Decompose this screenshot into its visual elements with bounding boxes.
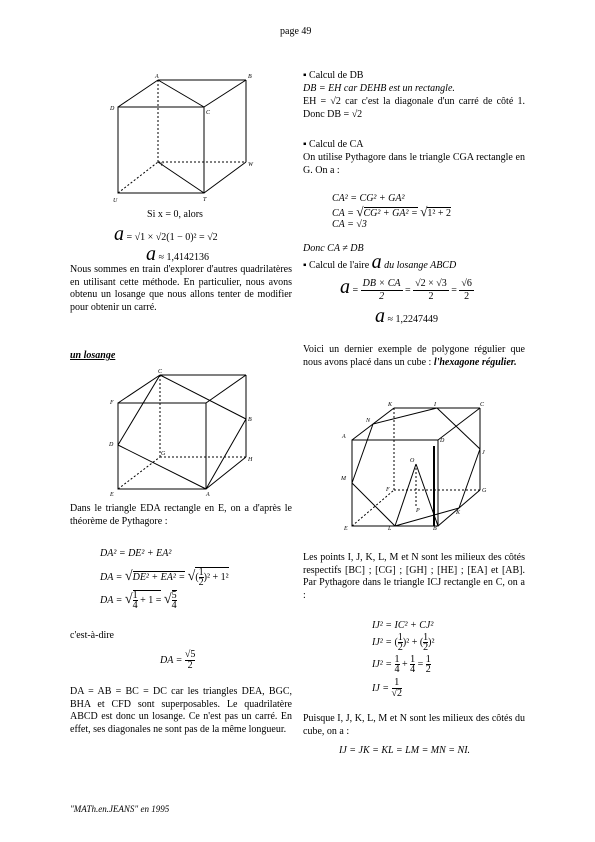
eq-ij2-num: 1 — [397, 632, 403, 643]
eq-da2-tail: ² + 1² — [207, 571, 229, 583]
calc-aire-pre: ▪ Calcul de l'aire — [303, 260, 370, 271]
eq-area-eq: = — [352, 284, 359, 296]
eq-a1-rhs: = √1 × √2(1 − 0)² = √2 — [126, 232, 218, 243]
eq-da4-num: √5 — [184, 649, 196, 660]
cube2-label: H — [248, 457, 253, 463]
eq-ij4 — [372, 678, 402, 699]
cube-figure-1 — [108, 70, 268, 205]
eq-ij4-lhs: IJ = — [372, 682, 390, 694]
eq-area: a = $\frac{DB \times CA}{2}$ = $\frac{√2 \times √3}{2}$ = $\frac{√6}{2}$ — [340, 275, 472, 302]
calc-ca-title: ▪ Calcul de CA — [303, 139, 364, 150]
eq-area2-symbol: a — [375, 305, 385, 327]
eq-ij3-b-num: 1 — [410, 654, 416, 665]
eq-ij2-den-b: 2 — [423, 642, 429, 653]
paragraph-losange-conclusion: DA = AB = BC = DC car les triangles DEA, BGC, BHA et CFD sont superposables. Le quadrilatère ABCD est donc un losange. Ce n'est pas un carré. En effet, ses diagonales ne sont pas de la même longueur. — [70, 686, 292, 735]
eq-ij1: IJ² = IC² + CJ² — [372, 620, 434, 631]
cube3-label: E — [344, 526, 348, 532]
eq-area-f1-den: 2 — [379, 291, 385, 302]
eq-area-f2-den: 2 — [428, 291, 434, 302]
calc-aire-line — [303, 251, 457, 273]
cube2-label: E — [110, 492, 114, 498]
eq-da3-a-den: 4 — [132, 600, 138, 611]
eq-ij2: IJ² = ( $\frac{1}{2}$ )² + ( $\frac{1}{2}$ )² — [372, 632, 435, 653]
eq-a1-symbol: a — [114, 223, 124, 245]
paragraph-puisque: Puisque I, J, K, L, M et N sont les milieux des côtés du cube, on a : — [303, 713, 525, 737]
eq-ca2-rhs: CG² + GA² = — [363, 208, 418, 219]
eq-ij4-den: √2 — [391, 688, 403, 699]
cube1-front-face — [118, 107, 204, 193]
paragraph-triangle-eda: Dans le triangle EDA rectangle en E, on a d'après le théorème de Pythagore : — [70, 503, 292, 527]
cube3-label: P — [416, 508, 420, 514]
eq-da3-b-num: 5 — [171, 590, 177, 601]
eq-area2-rhs: ≈ 1,2247449 — [387, 314, 438, 325]
eq-ij2-num-b: 1 — [423, 632, 429, 643]
eq-area-symbol: a — [340, 275, 350, 298]
cube3-label: L — [388, 526, 392, 532]
eq-ca2-tail: 1² + 2 — [427, 208, 451, 219]
calc-ca-line1: On utilise Pythagore dans le triangle CGA rectangle en G. On a : — [303, 152, 525, 176]
cube1-label: D — [110, 106, 115, 112]
cube3-label: F — [386, 487, 390, 493]
eq-area-f3-num: √6 — [461, 278, 472, 289]
cube1-label: V — [160, 162, 164, 168]
paragraph-hexagone — [303, 344, 525, 369]
eq-da3-mid: + 1 = — [140, 594, 162, 606]
cube-figure-2 — [104, 365, 264, 500]
eq-ca2: CA = √CG² + GA² = √1² + 2 — [332, 204, 451, 219]
eq-da2-lhs: DA = — [100, 571, 123, 583]
page-label: page 49 — [280, 26, 312, 37]
cube3-label: A — [342, 434, 346, 440]
eq-ij3-c-num: 1 — [425, 654, 431, 665]
eq-da2-frac-num: 1 — [198, 567, 204, 578]
cube3-label: K — [388, 402, 393, 408]
cube3-label: C — [480, 402, 485, 408]
eq-ij3-a-num: 1 — [394, 654, 400, 665]
cube-figure-3 — [338, 398, 498, 533]
eq-da2-rhs: DE² + EA² = — [132, 571, 186, 583]
cube3-label: D — [440, 438, 445, 444]
calc-aire-post: du losange ABCD — [384, 260, 457, 271]
eq-ij4-num: 1 — [392, 678, 403, 689]
cube2-label: G — [161, 451, 166, 457]
cube3-label: O — [410, 458, 415, 464]
eq-a2 — [146, 243, 209, 265]
paragraph-explore: Nous sommes en train d'explorer d'autres quadrilatères en utilisant cette méthode. En particulier, nous avons obtenu un losange que nous allons tenter de modifier pour obtenir un carré. — [70, 264, 292, 313]
eq-area-f1-num: DB × CA — [362, 278, 401, 289]
cube1-label: T — [203, 197, 207, 203]
eq-da3-b-den: 4 — [171, 600, 177, 611]
footer-source: "MATh.en.JEANS" en 1995 — [70, 804, 170, 814]
cest-a-dire: c'est-à-dire — [70, 630, 114, 641]
cube1-label: W — [248, 162, 253, 168]
cube3-label: K — [456, 510, 461, 516]
eq-ca2-lhs: CA = — [332, 208, 354, 219]
eq-ij3-lhs: IJ² = — [372, 658, 393, 670]
eq-ij3-c-den: 2 — [425, 664, 431, 675]
heading-losange: un losange — [70, 350, 116, 361]
donc-ca-ne-db: Donc CA ≠ DB — [303, 243, 364, 254]
eq-ij3-b-den: 4 — [410, 664, 416, 675]
cube2-label: A — [206, 492, 210, 498]
cube3-label: I — [434, 402, 436, 408]
eq-final: IJ = JK = KL = LM = MN = NI. — [339, 745, 471, 756]
cube1-label: A — [155, 74, 159, 80]
cube2-label: C — [158, 369, 163, 375]
eq-ij3: IJ² = $\frac{1}{4}$ + $\frac{1}{4}$ = $\frac{1}{2}$ — [372, 654, 431, 675]
cube1-label: B — [248, 74, 252, 80]
eq-a2-rhs: ≈ 1,4142136 — [158, 252, 209, 263]
calc-db-line1: DB = EH car DEHB est un rectangle. — [303, 83, 455, 94]
cube2-label: B — [248, 417, 252, 423]
eq-area-f2-num: √2 × √3 — [415, 278, 447, 289]
cube2-label: F — [110, 400, 114, 406]
cube1-label: U — [113, 198, 118, 204]
eq-da2: DA = √DE² + EA² = √( $\frac{1}{2}$ )² + 1² — [100, 567, 229, 588]
cube3-label: G — [482, 488, 487, 494]
calc-db-line2: EH = √2 car c'est la diagonale d'un carré de côté 1. Donc DB = √2 — [303, 96, 525, 120]
calc-aire-symbol: a — [371, 251, 382, 273]
eq-ca1: CA² = CG² + GA² — [332, 193, 405, 204]
eq-area-f3-den: 2 — [464, 291, 470, 302]
cube3-label: J — [482, 450, 485, 456]
hexagone-bold: l'hexagone régulier. — [433, 356, 517, 368]
paragraph-hexagone-text: Voici un dernier exemple de polygone régulier que nous avons placé dans un cube : — [303, 344, 525, 368]
eq-a1 — [114, 223, 218, 245]
eq-da4-den: 2 — [187, 660, 193, 671]
eq-da4 — [160, 650, 195, 671]
eq-da4-lhs: DA = — [160, 654, 183, 666]
eq-ij2-lhs: IJ² = — [372, 636, 393, 648]
cube3-label: B — [433, 526, 437, 532]
eq-area-approx — [375, 305, 438, 327]
paragraph-points-milieux: Les points I, J, K, L, M et N sont les milieux des côtés respectifs [BC] ; [CG] ; [GH] ; [HE] ; [EA] et [AB]. Par Pythagore dans le triangle ICJ rectangle en C, on a : — [303, 552, 525, 601]
cube3-label: M — [341, 476, 346, 482]
cube1-label: C — [206, 110, 211, 116]
eq-da3: DA = √ $\frac{1}{4}$ + 1 = √ $\frac{5}{4}$ — [100, 590, 177, 611]
eq-da1: DA² = DE² + EA² — [100, 548, 172, 559]
si-x0-text: Si x = 0, alors — [147, 209, 203, 220]
calc-db-title: ▪ Calcul de DB — [303, 70, 364, 81]
eq-da2-frac-den: 2 — [198, 577, 204, 588]
cube3-label: N — [366, 418, 371, 424]
cube2-label: D — [109, 442, 114, 448]
eq-ca3: CA = √3 — [332, 219, 367, 230]
eq-ij3-a-den: 4 — [394, 664, 400, 675]
eq-da3-a-num: 1 — [132, 590, 138, 601]
eq-ij2-den: 2 — [397, 642, 403, 653]
eq-a2-symbol: a — [146, 243, 156, 265]
eq-da3-lhs: DA = — [100, 594, 123, 606]
